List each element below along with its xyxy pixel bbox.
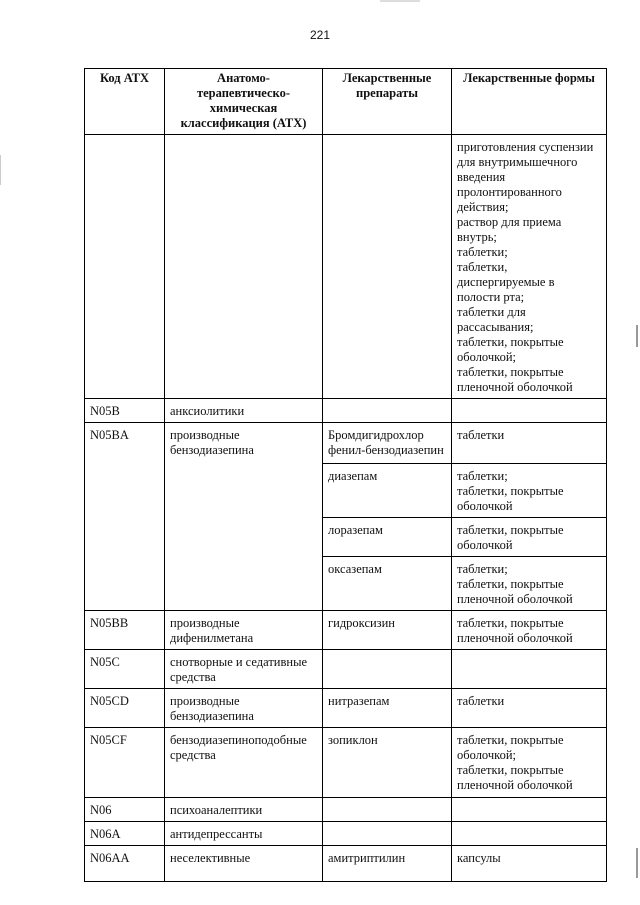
forms-cell: таблетки, покрытые пленочной оболочкой [452,611,607,650]
classification-cell: бензодиазепиноподобные средства [165,728,323,798]
drug-cell: оксазепам [323,557,452,611]
drug-cell [323,399,452,423]
forms-cell [452,650,607,689]
classification-cell: антидепрессанты [165,822,323,846]
forms-cell: таблетки; таблетки, покрытые оболочкой [452,464,607,518]
table-row [85,846,607,882]
forms-cell: таблетки [452,423,607,464]
classification-cell: неселективные [165,846,323,882]
classification-cell [165,135,323,399]
forms-cell [452,822,607,846]
scan-mark [636,325,638,347]
forms-cell: таблетки, покрытые оболочкой; таблетки, покрытые пленочной оболочкой [452,728,607,798]
classification-cell: производные бензодиазепина [165,423,323,611]
table-row [85,423,607,464]
table-row [85,135,607,399]
classification-cell: производные дифенилметана [165,611,323,650]
drug-cell: амитриптилин [323,846,452,882]
forms-cell: приготовления суспензии для внутримышечного введения пролонтированного действия; раствор для приема внутрь; таблетки; таблетки, диспергируемые в полости рта; таблетки для рассасывания; таблетки, покрытые оболочкой; таблетки, покрытые пленочной оболочкой [452,135,607,399]
table-row [85,822,607,846]
table-row [85,728,607,798]
header-code: Код АТХ [85,69,165,135]
scan-mark [380,0,420,2]
drug-cell: зопиклон [323,728,452,798]
drug-cell: гидроксизин [323,611,452,650]
classification-cell: психоаналептики [165,798,323,822]
code-cell: N05BB [85,611,165,650]
code-cell: N05C [85,650,165,689]
page-number: 221 [309,28,331,42]
code-cell: N05CF [85,728,165,798]
code-cell: N05CD [85,689,165,728]
code-cell: N06 [85,798,165,822]
table-row [85,399,607,423]
scan-mark [0,155,1,185]
code-cell: N06A [85,822,165,846]
code-cell: N05B [85,399,165,423]
forms-cell [452,798,607,822]
scan-mark [636,848,638,878]
drug-cell: нитразепам [323,689,452,728]
drug-cell: диазепам [323,464,452,518]
drug-cell [323,650,452,689]
forms-cell [452,399,607,423]
header-drugs: Лекарственные препараты [323,69,452,135]
header-forms: Лекарственные формы [452,69,607,135]
code-cell: N06AA [85,846,165,882]
table-row [85,689,607,728]
table-row [85,798,607,822]
atx-table [84,68,607,882]
drug-cell [323,135,452,399]
header-classification: Анатомо- терапевтическо- химическая классификация (АТХ) [165,69,323,135]
classification-cell: анксиолитики [165,399,323,423]
header-row [85,69,607,135]
code-cell [85,135,165,399]
classification-cell: снотворные и седативные средства [165,650,323,689]
drug-cell: лоразепам [323,518,452,557]
table-row [85,650,607,689]
forms-cell: таблетки, покрытые оболочкой [452,518,607,557]
drug-cell [323,822,452,846]
drug-cell: Бромдигидрохлор фенил-бензодиазепин [323,423,452,464]
forms-cell: таблетки; таблетки, покрытые пленочной оболочкой [452,557,607,611]
forms-cell: капсулы [452,846,607,882]
drug-cell [323,798,452,822]
forms-cell: таблетки [452,689,607,728]
code-cell: N05BA [85,423,165,611]
table-row [85,611,607,650]
classification-cell: производные бензодиазепина [165,689,323,728]
